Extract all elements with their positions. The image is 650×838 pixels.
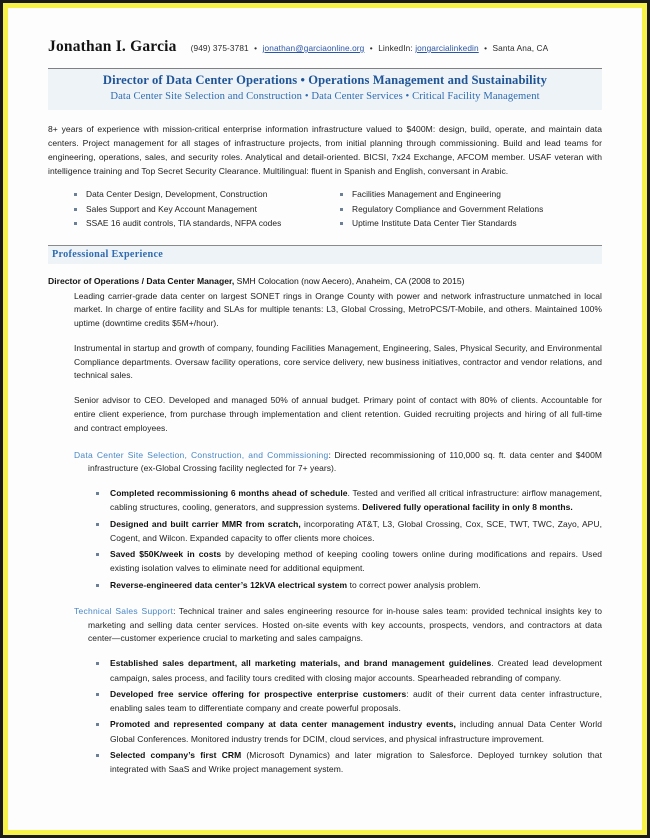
achievement-item [96, 486, 602, 515]
achievement-item [96, 687, 602, 716]
linkedin-link[interactable]: jongarcialinkedin [415, 43, 479, 53]
skill-label: Facilities Management and Engineering [352, 189, 501, 200]
achievement-lead: Reverse-engineered data center’s 12kVA electrical system [110, 579, 348, 590]
skill-item [340, 187, 602, 201]
achievement-list [48, 486, 602, 592]
section-header-professional-experience [48, 245, 602, 264]
section-title: Professional Experience [52, 248, 164, 260]
achievement-text [110, 486, 602, 515]
job-paragraph: Leading carrier-grade data center on largest SONET rings in Orange County with power and network infrastructure unmatched in local market. In charge of entire facility and SLAs for multiple tenants: L3, Global Crossing, MetroPCS/T-Mobile, and others. Maintained 100% uptime (downtime credits $5M+/hour). [74, 290, 602, 329]
skill-item [74, 202, 336, 216]
location-text: Santa Ana, CA [492, 43, 549, 53]
skills-column-right [336, 187, 602, 230]
bullet-square-icon [96, 754, 99, 757]
phone-number: (949) 375-3781 [190, 43, 249, 53]
bullet-square-icon [96, 523, 99, 526]
bullet-square-icon [340, 222, 343, 225]
contact-line [191, 43, 549, 53]
achievement-lead: Completed recommissioning 6 months ahead of schedule [110, 488, 348, 499]
headline-primary: Director of Data Center Operations • Operations Management and Sustainability [102, 73, 548, 87]
headline-banner [48, 68, 602, 110]
achievement-rest: . Tested and verified all critical infrastructure: airflow management, cabling structures, cooling, generators, and suppression systems. [110, 488, 602, 513]
email-link[interactable]: jonathan@garciaonline.org [262, 43, 365, 53]
subsection-body: : Directed recommissioning of 110,000 sq. ft. data center and $400M infrastructure (ex-Global Crossing facility neglected for 7+ years). [88, 449, 602, 474]
achievement-list [48, 656, 602, 776]
achievement-text [110, 687, 602, 716]
achievement-item [96, 517, 602, 546]
achievement-text [110, 656, 602, 685]
skill-label: SSAE 16 audit controls, TIA standards, NFPA codes [86, 218, 282, 229]
achievement-item [96, 547, 602, 576]
achievement-item [96, 748, 602, 777]
achievement-lead: Designed and built carrier MMR from scratch, [110, 518, 301, 529]
achievement-rest: . Created lead development campaign, sales process, and facility tours credited with closing major accounts. Spearheaded rebranding of company. [110, 658, 602, 683]
skill-item [340, 216, 602, 230]
skill-item [74, 216, 336, 230]
professional-summary: 8+ years of experience with mission-critical enterprise information infrastructure valued to $400M: design, build, operate, and maintain data centers. Project management for all stages of infrastructure projects, from initial planning through commissioning. Build and lead teams for engineering, operations, sales, and security roles. Analytical and detail-oriented. BICSI, 7x24 Exchange, AFCOM member. USAF veteran with intelligence training and Top Secret Security Clearance. Multilingual: fluent in Spanish and English, conversant in Arabic. [48, 124, 602, 176]
bullet-square-icon [340, 208, 343, 211]
skill-item [340, 202, 602, 216]
bullet-square-icon [96, 662, 99, 665]
contact-separator-3: • [484, 43, 488, 53]
skill-item [74, 187, 336, 201]
bullet-square-icon [340, 193, 343, 196]
job-paragraph: Senior advisor to CEO. Developed and managed 50% of annual budget. Primary point of contact with 80% of clients. Accountable for entire client experience, from purchase through implementation and client retention. Guided recruiting projects and hiring of all full-time and contract employees. [74, 395, 602, 433]
skill-label: Data Center Design, Development, Construction [86, 189, 268, 200]
achievement-rest: incorporating AT&T, L3, Global Crossing, Cox, SCE, TWT, TWC, Zayo, APU, Cogent, and Wilcon. Expanded capacity to offer clients more choices. [110, 518, 603, 543]
contact-separator-2: • [369, 43, 373, 53]
subsection-heading: Data Center Site Selection, Construction, and Commissioning [74, 449, 329, 460]
achievement-rest: to correct power analysis problem. [347, 579, 481, 590]
skill-label: Uptime Institute Data Center Tier Standards [352, 218, 517, 229]
achievement-lead: Promoted and represented company at data center management industry events, [110, 719, 456, 730]
achievement-text [110, 517, 602, 546]
linkedin-label: LinkedIn: [378, 43, 413, 53]
bullet-square-icon [96, 492, 99, 495]
bullet-square-icon [74, 222, 77, 225]
achievement-item [96, 578, 602, 592]
bullet-square-icon [96, 553, 99, 556]
page-border-frame [3, 3, 647, 835]
achievement-lead: Selected company’s first CRM [110, 749, 242, 760]
bullet-square-icon [74, 193, 77, 196]
skill-label: Regulatory Compliance and Government Relations [352, 203, 544, 214]
achievement-lead-2: Delivered fully operational facility in only 8 months. [362, 502, 573, 513]
subsection-heading: Technical Sales Support [74, 605, 174, 616]
resume-sheet [8, 8, 642, 830]
contact-separator-1: • [254, 43, 258, 53]
headline-secondary: Data Center Site Selection and Construction • Data Center Services • Critical Facility Management [110, 90, 540, 102]
job-title-line [48, 275, 602, 288]
achievement-text [110, 717, 602, 746]
achievement-text [110, 547, 602, 576]
job-paragraph: Instrumental in startup and growth of company, founding Facilities Management, Engineering, Sales, Physical Security, and Environmental Compliance departments. Oversaw facility operations, core service delivery, new business initiatives, contractor and vendor relations, and technical sales. [74, 342, 602, 381]
job-title: Director of Operations / Data Center Manager, [48, 275, 235, 286]
achievement-item [96, 656, 602, 685]
bullet-square-icon [74, 208, 77, 211]
job-company-meta: SMH Colocation (now Aecero), Anaheim, CA (2008 to 2015) [234, 275, 465, 286]
achievement-text [110, 748, 602, 777]
achievement-lead: Established sales department, all marketing materials, and brand management guidelines [110, 658, 492, 669]
subsection-intro [74, 605, 602, 646]
core-skills-columns [48, 187, 602, 230]
achievement-lead: Developed free service offering for prospective enterprise customers [110, 688, 407, 699]
skills-column-left [74, 187, 336, 230]
bullet-square-icon [96, 723, 99, 726]
candidate-name: Jonathan I. Garcia [48, 38, 177, 55]
skill-label: Sales Support and Key Account Management [86, 203, 258, 214]
achievement-rest: including annual Data Center World Global Conferences. Monitored industry trends for DCIM, cloud services, and physical infrastructure improvement. [110, 719, 602, 744]
achievement-text [110, 578, 602, 592]
achievement-item [96, 717, 602, 746]
achievement-lead: Saved $50K/week in costs [110, 549, 222, 560]
resume-header [48, 38, 602, 60]
bullet-square-icon [96, 584, 99, 587]
achievement-rest: : audit of their current data center infrastructure, enabling sales team to differentiate company and create powerful proposals. [110, 688, 602, 714]
achievement-rest: (Microsoft Dynamics) and later migration to Salesforce. Deployed turnkey solution that integrated with SaaS and Wrike project management system. [110, 749, 602, 775]
subsection-body: : Technical trainer and sales engineering resource for in-house sales team: provided technical insights key to marketing and selling data center services. Hosted on-site events with key accounts, prospects, vendors, and contractors at data center—customer experience crucial to marketing and sales campaigns. [88, 605, 602, 644]
achievement-rest: by developing method of keeping cooling towers online during modifications and repairs. Used existing isolation valves to eliminate need for additional equipment. [110, 549, 603, 574]
subsection-intro [74, 449, 602, 477]
bullet-square-icon [96, 693, 99, 696]
